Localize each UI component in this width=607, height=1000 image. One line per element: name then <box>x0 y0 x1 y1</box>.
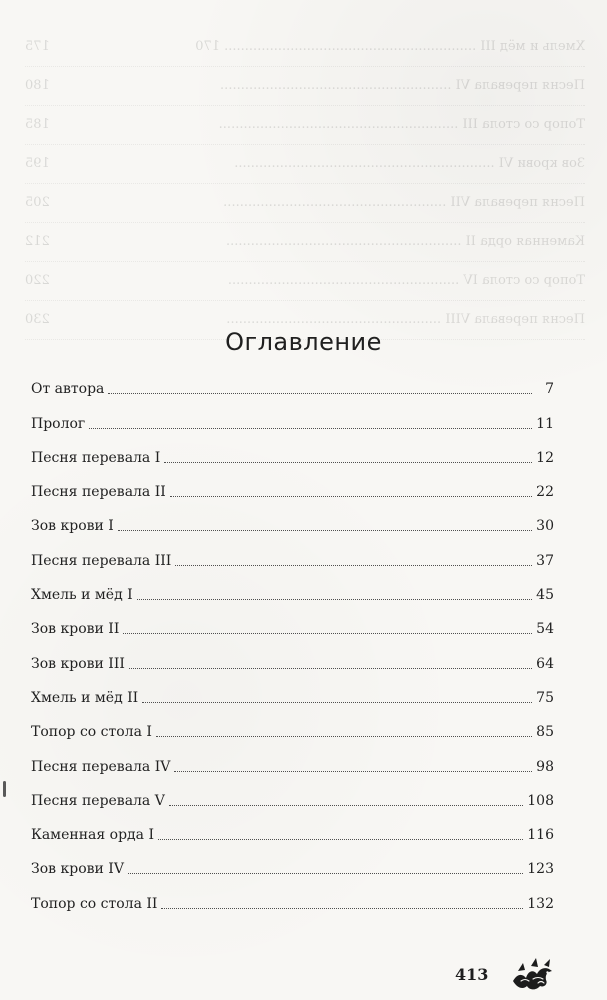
toc-dot-leader <box>170 483 532 497</box>
toc-entry[interactable] <box>31 604 554 638</box>
toc-entry-title: Зов крови IV <box>31 861 124 878</box>
dragon-ornament-icon <box>509 956 555 994</box>
toc-entry-title: Топор со стола I <box>31 724 152 741</box>
toc-entry-page: 123 <box>527 861 554 878</box>
toc-entry-page: 7 <box>545 381 554 398</box>
toc-dot-leader <box>156 723 532 737</box>
toc-dot-leader <box>169 792 523 806</box>
table-of-contents <box>31 364 554 913</box>
toc-dot-leader <box>89 415 532 429</box>
toc-entry-title: Песня перевала I <box>31 449 161 466</box>
reverse-page-bleed: Хмель и мёд III ............................................................. 170 175 Песня перевала VI ........................................................ 180 Топор со стола III .......................................................... 185 Зов крови VI ............................................................... 195 Песня перевала VII ...................................................... 205 Каменная орда II ......................................................... 212 Топор со стола IV ........................................................ 220 Песня перевала VIII .................................................... 230 <box>25 28 585 340</box>
toc-entry-title: Песня перевала IV <box>31 758 171 775</box>
toc-entry-title: Песня перевала V <box>31 792 165 809</box>
toc-entry-page: 54 <box>536 621 554 638</box>
toc-dot-leader <box>161 895 523 909</box>
toc-dot-leader <box>142 689 532 703</box>
toc-entry-page: 12 <box>536 449 554 466</box>
toc-entry[interactable] <box>31 467 554 501</box>
toc-dot-leader <box>118 517 532 531</box>
toc-entry-title: Песня перевала II <box>31 484 166 501</box>
toc-entry[interactable] <box>31 673 554 707</box>
toc-dot-leader <box>158 826 523 840</box>
toc-entry-page: 37 <box>536 552 554 569</box>
toc-entry[interactable] <box>31 707 554 741</box>
toc-entry[interactable] <box>31 433 554 467</box>
toc-entry-page: 22 <box>536 484 554 501</box>
page-title: Оглавление <box>225 328 382 357</box>
toc-entry[interactable] <box>31 570 554 604</box>
toc-entry-page: 85 <box>536 724 554 741</box>
toc-entry-page: 64 <box>536 655 554 672</box>
page-edge-mark <box>3 781 6 797</box>
page-number: 413 <box>455 965 489 984</box>
toc-entry-title: Песня перевала III <box>31 552 172 569</box>
toc-entry-title: Зов крови III <box>31 655 125 672</box>
toc-dot-leader <box>108 380 532 394</box>
toc-entry-title: Пролог <box>31 415 86 432</box>
toc-entry-page: 98 <box>536 758 554 775</box>
toc-dot-leader <box>174 758 532 772</box>
toc-entry-title: От автора <box>31 381 105 398</box>
toc-entry[interactable] <box>31 535 554 569</box>
toc-dot-leader <box>129 655 532 669</box>
toc-entry[interactable] <box>31 844 554 878</box>
toc-dot-leader <box>137 586 532 600</box>
toc-entry-page: 108 <box>527 792 554 809</box>
toc-dot-leader <box>128 860 523 874</box>
toc-dot-leader <box>175 552 532 566</box>
toc-entry-page: 132 <box>527 895 554 912</box>
toc-dot-leader <box>164 449 532 463</box>
toc-entry[interactable] <box>31 810 554 844</box>
toc-entry-page: 116 <box>527 827 554 844</box>
toc-entry[interactable] <box>31 638 554 672</box>
toc-entry[interactable] <box>31 364 554 398</box>
toc-entry-page: 45 <box>536 587 554 604</box>
toc-entry[interactable] <box>31 741 554 775</box>
toc-entry-title: Хмель и мёд II <box>31 689 139 706</box>
toc-entry-page: 75 <box>536 689 554 706</box>
toc-entry-title: Каменная орда I <box>31 827 154 844</box>
toc-entry-page: 11 <box>536 415 554 432</box>
toc-entry-title: Зов крови I <box>31 518 114 535</box>
toc-entry-title: Зов крови II <box>31 621 120 638</box>
toc-entry-page: 30 <box>536 518 554 535</box>
toc-entry[interactable] <box>31 878 554 912</box>
toc-dot-leader <box>123 620 532 634</box>
toc-entry[interactable] <box>31 398 554 432</box>
toc-entry[interactable] <box>31 501 554 535</box>
toc-entry[interactable] <box>31 776 554 810</box>
toc-entry-title: Топор со стола II <box>31 895 158 912</box>
toc-entry-title: Хмель и мёд I <box>31 587 133 604</box>
